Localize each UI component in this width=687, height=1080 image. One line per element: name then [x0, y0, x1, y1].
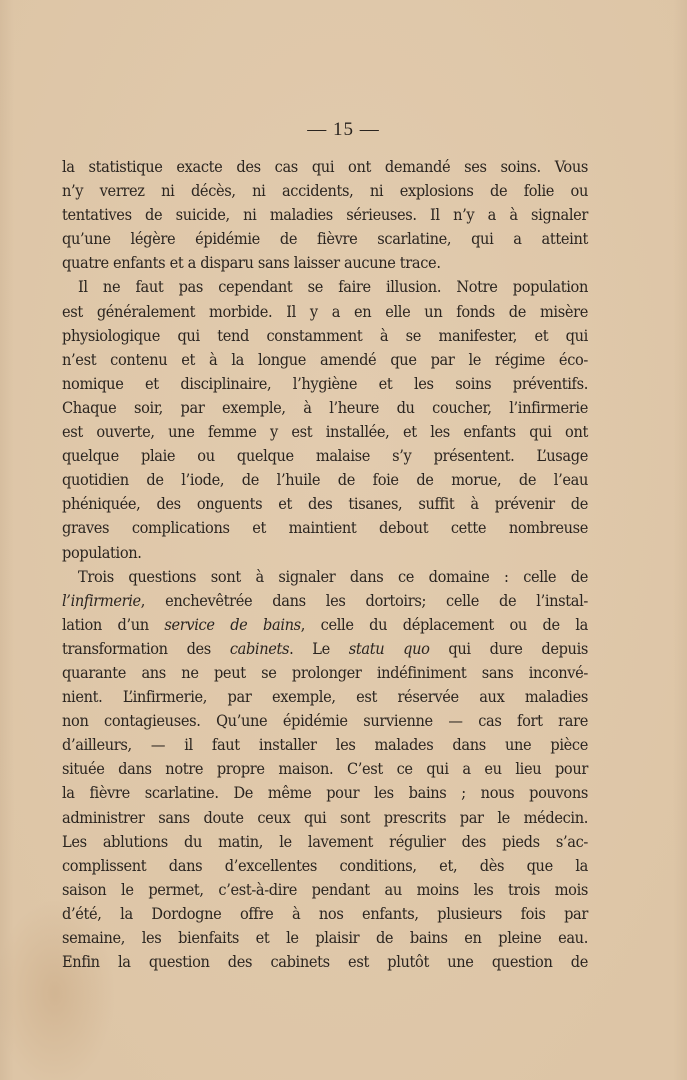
italic-term-infirmerie: l’infirmerie	[62, 590, 141, 610]
text-line	[62, 613, 588, 637]
italic-term-statu-quo: statu quo	[348, 638, 430, 658]
text-fragment: lation d’un	[62, 614, 165, 634]
text-line: non contagieuses. Qu’une épidémie survienne — cas fort rare	[62, 711, 588, 731]
page-body	[62, 155, 588, 974]
text-fragment: qui dure depuis	[429, 638, 589, 658]
paragraph-three-questions	[62, 565, 588, 975]
text-line: quelque plaie ou quelque malaise s’y présentent. L’usage	[62, 446, 588, 466]
text-line: graves complications et maintient debout cette nombreuse	[62, 518, 588, 538]
text-line: semaine, les bienfaits et le plaisir de bains en pleine eau.	[62, 928, 588, 947]
text-line: quarante ans ne peut se prolonger indéfiniment sans inconvé-	[62, 662, 588, 682]
paragraph-morbidity	[62, 275, 588, 564]
text-fragment: . Le	[289, 638, 349, 658]
text-line: située dans notre propre maison. C’est ce qui a eu lieu pour	[62, 759, 588, 779]
text-line: physiologique qui tend constamment à se manifester, et qui	[62, 325, 588, 345]
text-line: Enfin la question des cabinets est plutôt une question de	[62, 952, 588, 972]
text-line: la statistique exacte des cas qui ont demandé ses soins. Vous	[62, 157, 588, 176]
text-line: nient. L’infirmerie, par exemple, est réservée aux maladies	[62, 687, 588, 707]
text-line: Chaque soir, par exemple, à l’heure du coucher, l’infirmerie	[62, 397, 588, 417]
text-line: Les ablutions du matin, le lavement régulier des pieds s’ac-	[62, 831, 588, 851]
text-line: phéniquée, des onguents et des tisanes, suffit à prévenir de	[62, 494, 588, 514]
text-line: qu’une légère épidémie de fièvre scarlatine, qui a atteint	[62, 229, 588, 249]
text-line: Il ne faut pas cependant se faire illusion. Notre population	[78, 277, 588, 297]
italic-term-cabinets: cabinets	[229, 638, 290, 658]
text-line	[62, 589, 588, 613]
paragraph-statistics	[62, 155, 588, 275]
text-line: n’y verrez ni décès, ni accidents, ni explosions de folie ou	[62, 181, 588, 201]
text-line: Trois questions sont à signaler dans ce domaine : celle de	[78, 566, 588, 586]
text-line: nomique et disciplinaire, l’hygiène et les soins préventifs.	[62, 373, 588, 393]
text-line: complissent dans d’excellentes conditions, et, dès que la	[62, 855, 588, 875]
text-line: quatre enfants et a disparu sans laisser aucune trace.	[62, 253, 441, 273]
text-line: d’ailleurs, — il faut installer les malades dans une pièce	[62, 735, 588, 755]
text-line: est ouverte, une femme y est installée, et les enfants qui ont	[62, 422, 588, 442]
page-number: — 15 —	[307, 119, 380, 140]
italic-term-service-de-bains: service de bains	[164, 614, 301, 634]
text-line	[62, 637, 588, 661]
text-line: la fièvre scarlatine. De même pour les bains ; nous pouvons	[62, 783, 588, 803]
text-line: population.	[62, 542, 142, 562]
text-line: est généralement morbide. Il y a en elle un fonds de misère	[62, 301, 588, 321]
text-line: quotidien de l’iode, de l’huile de foie de morue, de l’eau	[62, 470, 588, 490]
text-line: administrer sans doute ceux qui sont prescrits par le médecin.	[62, 807, 588, 827]
text-line: tentatives de suicide, ni maladies sérieuses. Il n’y a à signaler	[62, 205, 588, 225]
text-fragment: , enchevêtrée dans les dortoirs; celle de l’instal-	[140, 590, 588, 610]
text-line: n’est contenu et à la longue amendé que par le régime éco-	[62, 349, 588, 369]
text-fragment: , celle du déplacement ou de la	[300, 614, 589, 634]
text-line: d’été, la Dordogne offre à nos enfants, plusieurs fois par	[62, 903, 588, 923]
text-line: saison le permet, c’est-à-dire pendant au moins les trois mois	[62, 879, 588, 899]
text-fragment: transformation des	[62, 638, 230, 658]
